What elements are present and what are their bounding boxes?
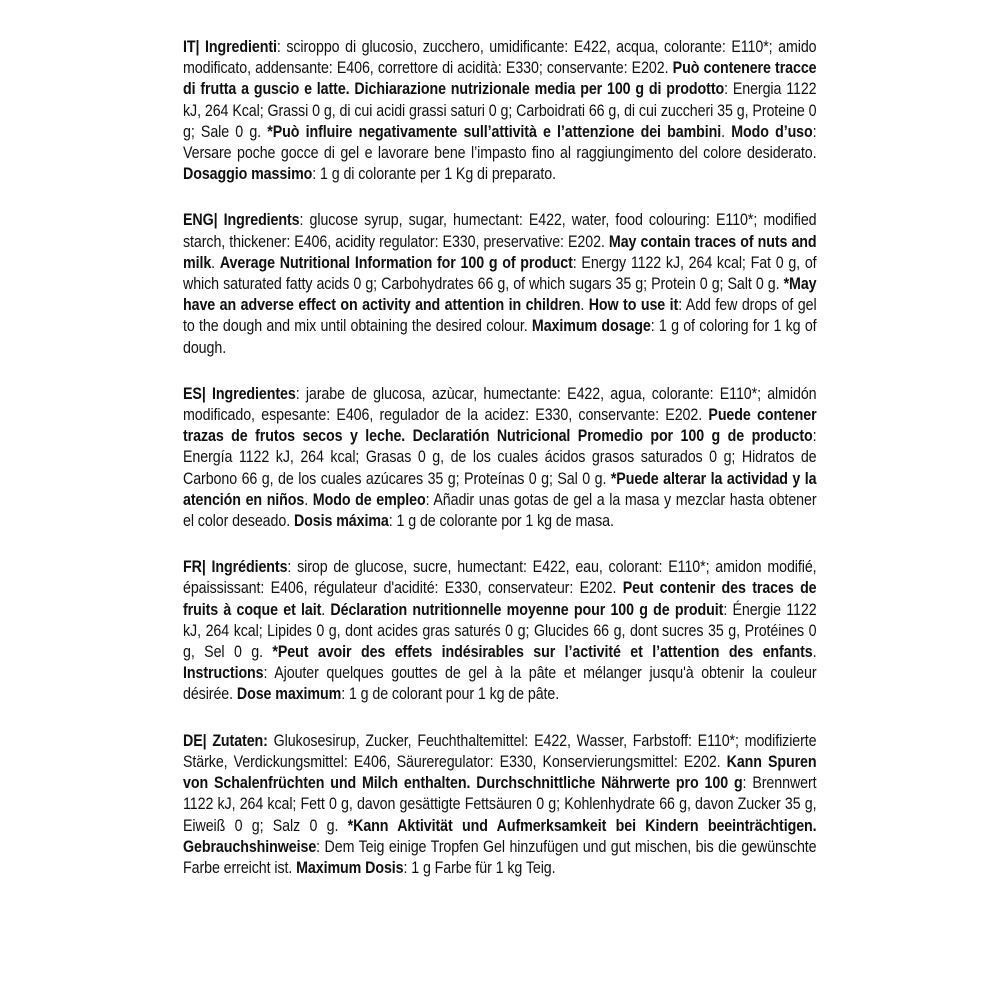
text-segment: .	[721, 121, 732, 141]
ingredients-paragraph-eng	[183, 209, 817, 357]
text-segment: : 1 g de colorant pour 1 kg de pâte.	[341, 684, 560, 704]
text-segment: : 1 g di colorante per 1 Kg di preparato.	[312, 164, 556, 184]
text-segment: IT| Ingredienti	[183, 37, 277, 56]
text-segment: : Add few drops of gel to the dough and mix until obtaining the desired colour.	[183, 295, 817, 336]
text-segment: Instructions	[183, 663, 264, 683]
text-segment: Glukosesirup, Zucker, Feuchthaltemittel: E422, Wasser, Farbstoff: E110*; modifizierte Stärke, Verdickungsmittel: E406, Säureregulator: E330, Konservierungsmittel: E202.	[183, 730, 817, 771]
text-segment: *Può influire negativamente sull’attività e l’attenzione dei bambini	[267, 121, 722, 141]
text-segment: FR| Ingrédients	[183, 557, 288, 577]
text-segment: .	[812, 642, 817, 662]
text-segment: Dose maximum	[236, 684, 342, 704]
text-segment: Kann Spuren von Schalenfrüchten und Milch enthalten. Durchschnittliche Nährwerte pro 100 g	[183, 751, 817, 793]
ingredients-paragraph-de	[183, 730, 817, 878]
text-segment: : sirop de glucose, sucre, humectant: E422, eau, colorant: E110*; amidon modifié, épaississant: E406, régulateur d'acidité: E330, conservateur: E202.	[183, 557, 817, 598]
text-segment: Modo d’uso	[731, 121, 813, 141]
text-segment: DE| Zutaten:	[183, 730, 268, 750]
text-segment: : Energia 1122 kJ, 264 Kcal; Grassi 0 g, di cui acidi grassi saturi 0 g; Carboidrati 66 g, di cui zuccheri 35 g, Proteine 0 g; Sale 0 g.	[183, 79, 817, 141]
text-segment: : 1 g de colorante por 1 kg de masa.	[388, 511, 614, 531]
text-segment: : glucose syrup, sugar, humectant: E422, water, food colouring: E110*; modified starch, thickener: E406, acidity regulator: E330, preservative: E202.	[183, 210, 817, 251]
text-segment: Average Nutritional Information for 100 g of product	[219, 252, 573, 272]
text-segment: Puede contener trazas de frutos secos y leche. Declaratión Nutricional Promedio por 100 g de producto	[183, 405, 817, 446]
text-segment: : 1 g Farbe für 1 kg Teig.	[403, 857, 556, 877]
text-segment: Può contenere tracce di frutta a guscio e latte. Dichiarazione nutrizionale media per 100 g di prodotto	[183, 58, 817, 99]
text-segment: Maximum dosage	[531, 316, 651, 336]
text-segment: .	[321, 599, 331, 619]
ingredients-paragraph-fr	[183, 556, 817, 704]
text-segment: .	[211, 252, 220, 272]
text-segment: : Energía 1122 kJ, 264 kcal; Grasas 0 g, de los cuales ácidos grasos saturados 0 g; Hidratos de Carbono 66 g, de los cuales azúcares 35 g; Proteínas 0 g; Sal 0 g.	[183, 426, 817, 488]
text-segment: : 1 g of coloring for 1 kg of dough.	[183, 316, 817, 357]
ingredients-label	[183, 36, 817, 878]
text-segment: Dosis máxima	[293, 511, 389, 531]
text-segment: *Peut avoir des effets indésirables sur l’activité et l’attention des enfants	[272, 642, 813, 662]
text-segment: May contain traces of nuts and milk	[183, 231, 817, 272]
text-segment: *Puede alterar la actividad y la atención en niños	[183, 468, 817, 509]
ingredients-paragraph-it	[183, 36, 817, 184]
text-segment: *Kann Aktivität und Aufmerksamkeit bei Kindern beeinträchtigen. Gebrauchshinweise	[183, 815, 817, 856]
text-segment: Peut contenir des traces de fruits à coque et lait	[183, 578, 817, 619]
text-segment: ES| Ingredientes	[183, 383, 296, 403]
text-segment: : sciroppo di glucosio, zucchero, umidificante: E422, acqua, colorante: E110*; amido modificato, addensante: E406, correttore di acidità: E330; conservante: E202.	[183, 37, 817, 78]
text-segment: : Brennwert 1122 kJ, 264 kcal; Fett 0 g, davon gesättigte Fettsäuren 0 g; Kohlenhydrate 66 g, davon Zucker 35 g, Eiweiß 0 g; Salz 0 g.	[183, 773, 817, 835]
text-segment: : Dem Teig einige Tropfen Gel hinzufügen und gut mischen, bis die gewünschte Farbe erreicht ist.	[183, 836, 817, 877]
text-segment: : jarabe de glucosa, azùcar, humectante: E422, agua, colorante: E110*; almidón modificado, espesante: E406, regulador de la acidez: E330, conservante: E202.	[183, 383, 817, 425]
text-segment: : Energy 1122 kJ, 264 kcal; Fat 0 g, of which saturated fatty acids 0 g; Carbohydrates 66 g, of which sugars 35 g; Protein 0 g; Salt 0 g.	[183, 252, 817, 294]
text-segment: *May have an adverse effect on activity and attention in children	[183, 274, 817, 315]
text-segment: : Énergie 1122 kJ, 264 kcal; Lipides 0 g, dont acides gras saturés 0 g; Glucides 66 g, dont sucres 35 g, Protéines 0 g, Sel 0 g.	[183, 599, 817, 662]
text-segment: Maximum Dosis	[296, 857, 404, 877]
text-segment: Modo de empleo	[312, 489, 426, 509]
text-segment: Dosaggio massimo	[183, 164, 313, 184]
text-segment: : Versare poche gocce di gel e lavorare bene l’impasto fino al raggiungimento del colore desiderato.	[183, 121, 817, 163]
text-segment: : Añadir unas gotas de gel a la masa y mezclar hasta obtener el color deseado.	[183, 489, 817, 531]
text-segment: Déclaration nutritionnelle moyenne pour 100 g de produit	[330, 599, 724, 619]
text-segment: .	[580, 295, 589, 315]
ingredients-paragraph-es	[183, 383, 817, 531]
text-segment: ENG| Ingredients	[183, 210, 300, 230]
text-segment: : Ajouter quelques gouttes de gel à la pâte et mélanger jusqu'à obtenir la couleur désirée.	[183, 663, 817, 704]
text-segment: .	[304, 489, 313, 509]
text-segment: How to use it	[588, 295, 679, 315]
